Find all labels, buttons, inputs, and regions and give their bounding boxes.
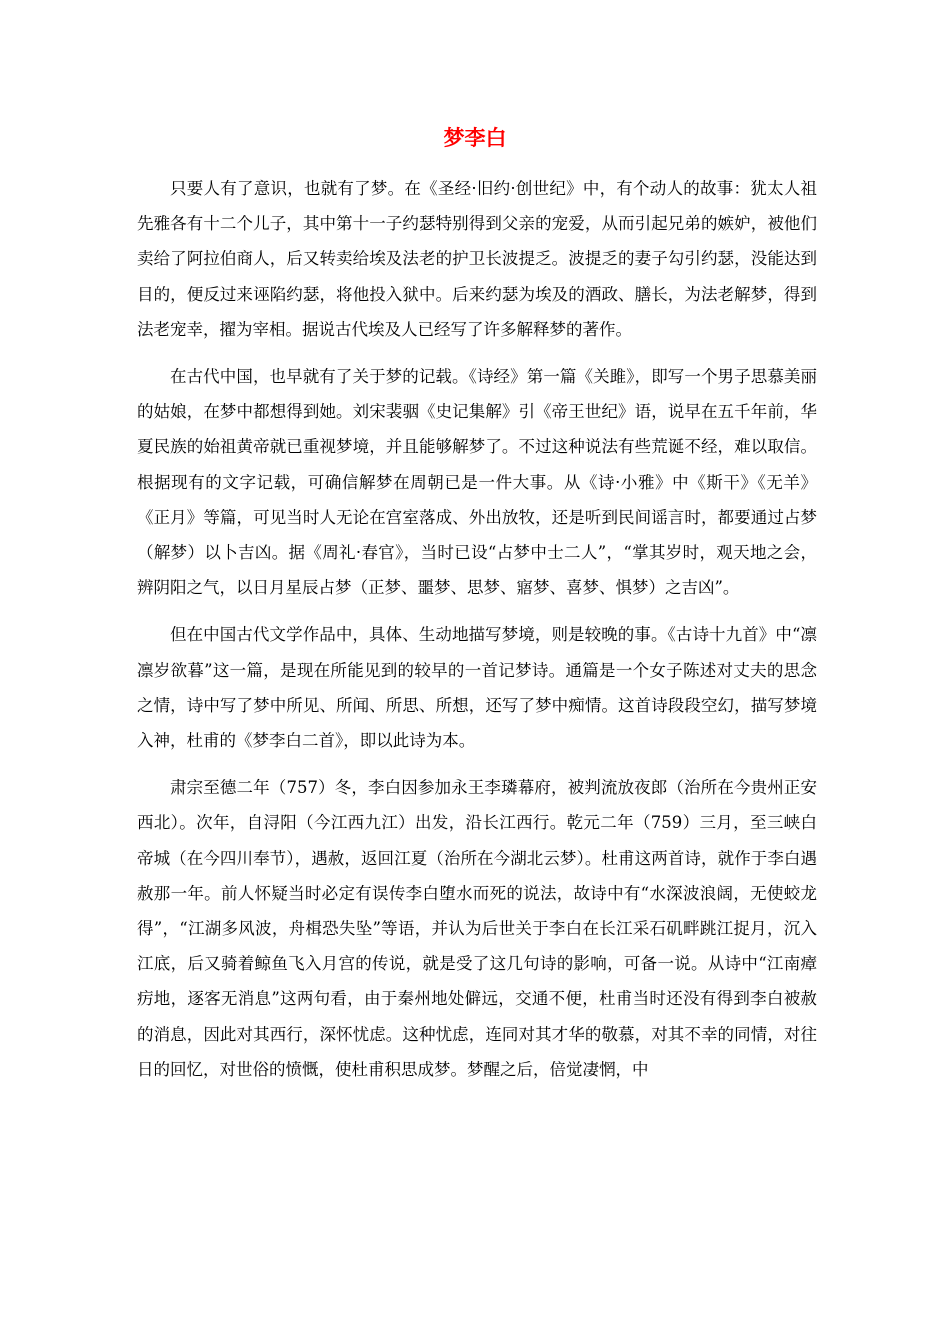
paragraph-3: 但在中国古代文学作品中，具体、生动地描写梦境，则是较晚的事。《古诗十九首》中“凛凛岁欲暮”这一篇，是现在所能见到的较早的一首记梦诗。通篇是一个女子陈述对丈夫的思念之情，诗中写了梦中所见、所闻、所思、所想，还写了梦中痴情。这首诗段段空幻，描写梦境入神，杜甫的《梦李白二首》，即以此诗为本。	[137, 625, 817, 751]
paragraph-4: 肃宗至德二年（757）冬，李白因参加永王李璘幕府，被判流放夜郎（治所在今贵州正安西北）。次年，自浔阳（今江西九江）出发，沿长江西行。乾元二年（759）三月，至三峡白帝城（在今四川奉节），遇赦，返回江夏（治所在今湖北云梦）。杜甫这两首诗，就作于李白遇赦那一年。前人怀疑当时必定有误传李白堕水而死的说法，故诗中有“水深波浪阔，无使蛟龙得”，“江湖多风波，舟楫恐失坠”等语，并认为后世关于李白在长江采石矶畔跳江捉月，沉入江底，后又骑着鲸鱼飞入月宫的传说，就是受了这几句诗的影响，可备一说。从诗中“江南瘴疠地，逐客无消息”这两句看，由于秦州地处僻远，交通不便，杜甫当时还没有得到李白被赦的消息，因此对其西行，深怀忧虑。这种忧虑，连同对其才华的敬慕，对其不幸的同情，对往日的回忆，对世俗的愤慨，使杜甫积思成梦。梦醒之后，倍觉凄惘，中	[137, 778, 817, 1079]
document-body	[137, 171, 817, 1099]
document-title: 梦李白	[443, 126, 507, 150]
paragraph-2: 在古代中国，也早就有了关于梦的记载。《诗经》第一篇《关雎》，即写一个男子思慕美丽的姑娘，在梦中都想得到她。刘宋裴骃《史记集解》引《帝王世纪》语，说早在五千年前，华夏民族的始祖黄帝就已重视梦境，并且能够解梦了。不过这种说法有些荒诞不经，难以取信。根据现有的文字记载，可确信解梦在周朝已是一件大事。从《诗·小雅》中《斯干》《无羊》《正月》等篇，可见当时人无论在宫室落成、外出放牧，还是听到民间谣言时，都要通过占梦（解梦）以卜吉凶。据《周礼·春官》，当时已设“占梦中士二人”，“掌其岁时，观天地之会，辨阴阳之气，以日月星辰占梦（正梦、噩梦、思梦、寤梦、喜梦、惧梦）之吉凶”。	[137, 367, 817, 598]
paragraph-1: 只要人有了意识，也就有了梦。在《圣经·旧约·创世纪》中，有个动人的故事：犹太人祖先雅各有十二个儿子，其中第十一子约瑟特别得到父亲的宠爱，从而引起兄弟的嫉妒，被他们卖给了阿拉伯商人，后又转卖给埃及法老的护卫长波提乏。波提乏的妻子勾引约瑟，没能达到目的，便反过来诬陷约瑟，将他投入狱中。后来约瑟为埃及的酒政、膳长，为法老解梦，得到法老宠幸，擢为宰相。据说古代埃及人已经写了许多解释梦的著作。	[137, 179, 817, 339]
